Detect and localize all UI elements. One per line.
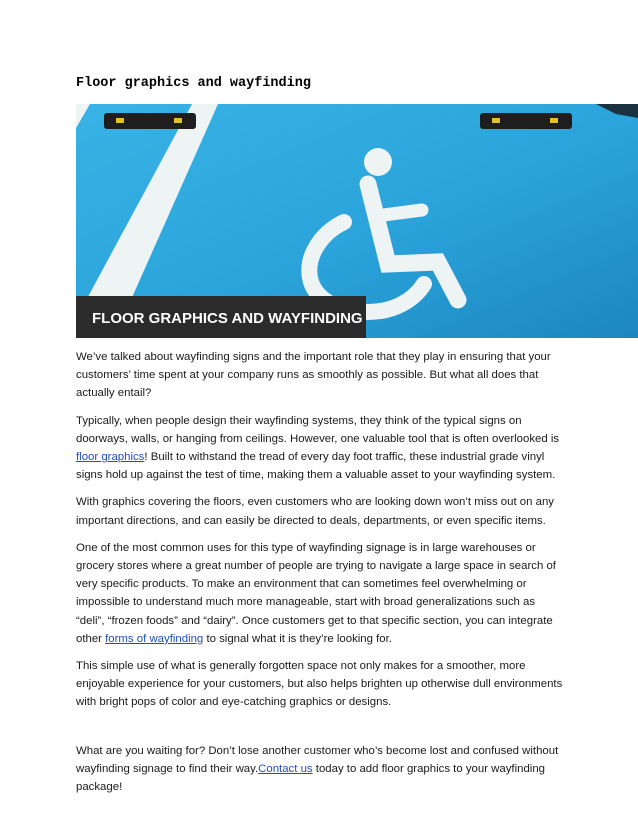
hero-image bbox=[76, 104, 638, 338]
paragraph-5: This simple use of what is generally forgotten space not only makes for a smoother, more enjoyable experience for your customers, but also helps brighten up otherwise dull environments with bright pops of color and eye-catching graphics or designs. bbox=[76, 660, 563, 709]
floor-graphics-link[interactable]: floor graphics bbox=[76, 451, 145, 464]
parking-bumper-left bbox=[104, 113, 196, 129]
article-body bbox=[76, 348, 566, 805]
paragraph-4: One of the most common uses for this type of wayfinding signage is in large warehouses or grocery stores where a great number of people are trying to navigate a large space in search of very specific products. To make an environment that can sometimes feel overwhelming or impossible to understand much more manageable, start with broad generalizations such as “deli”, “frozen foods” and “dairy”. Once customers get to that specific section, you can integrate other forms of wayfinding to signal what it is they’re looking for. bbox=[76, 541, 556, 645]
paragraph-3: With graphics covering the floors, even customers who are looking down won’t miss out on any important directions, and can easily be directed to deals, departments, or even specific items. bbox=[76, 496, 555, 527]
parking-bumper-right bbox=[480, 113, 572, 129]
accessible-parking-photo bbox=[76, 104, 638, 338]
paragraph-1: We’ve talked about wayfinding signs and the important role that they play in ensuring that your customers’ time spent at your company runs as smoothly as possible. But what all does that actually entail? bbox=[76, 351, 551, 400]
banner-text: FLOOR GRAPHICS AND WAYFINDING bbox=[92, 310, 363, 327]
paragraph-2: Typically, when people design their wayfinding systems, they think of the typical signs on doorways, walls, or hanging from ceilings. However, one valuable tool that is often overlooked is floor graphics! Built to withstand the tread of every day foot traffic, these industrial grade vinyl signs hold up against the test of time, making them a valuable asset to your wayfinding system. bbox=[76, 414, 560, 482]
contact-us-link[interactable]: Contact us bbox=[258, 762, 313, 775]
forms-of-wayfinding-link[interactable]: forms of wayfinding bbox=[105, 632, 204, 645]
page-title: Floor graphics and wayfinding bbox=[76, 76, 311, 91]
paragraph-6: What are you waiting for? Don’t lose another customer who’s become lost and confused without wayfinding signage to find their way.Contact us today to add floor graphics to your wayfinding package! bbox=[76, 744, 559, 794]
